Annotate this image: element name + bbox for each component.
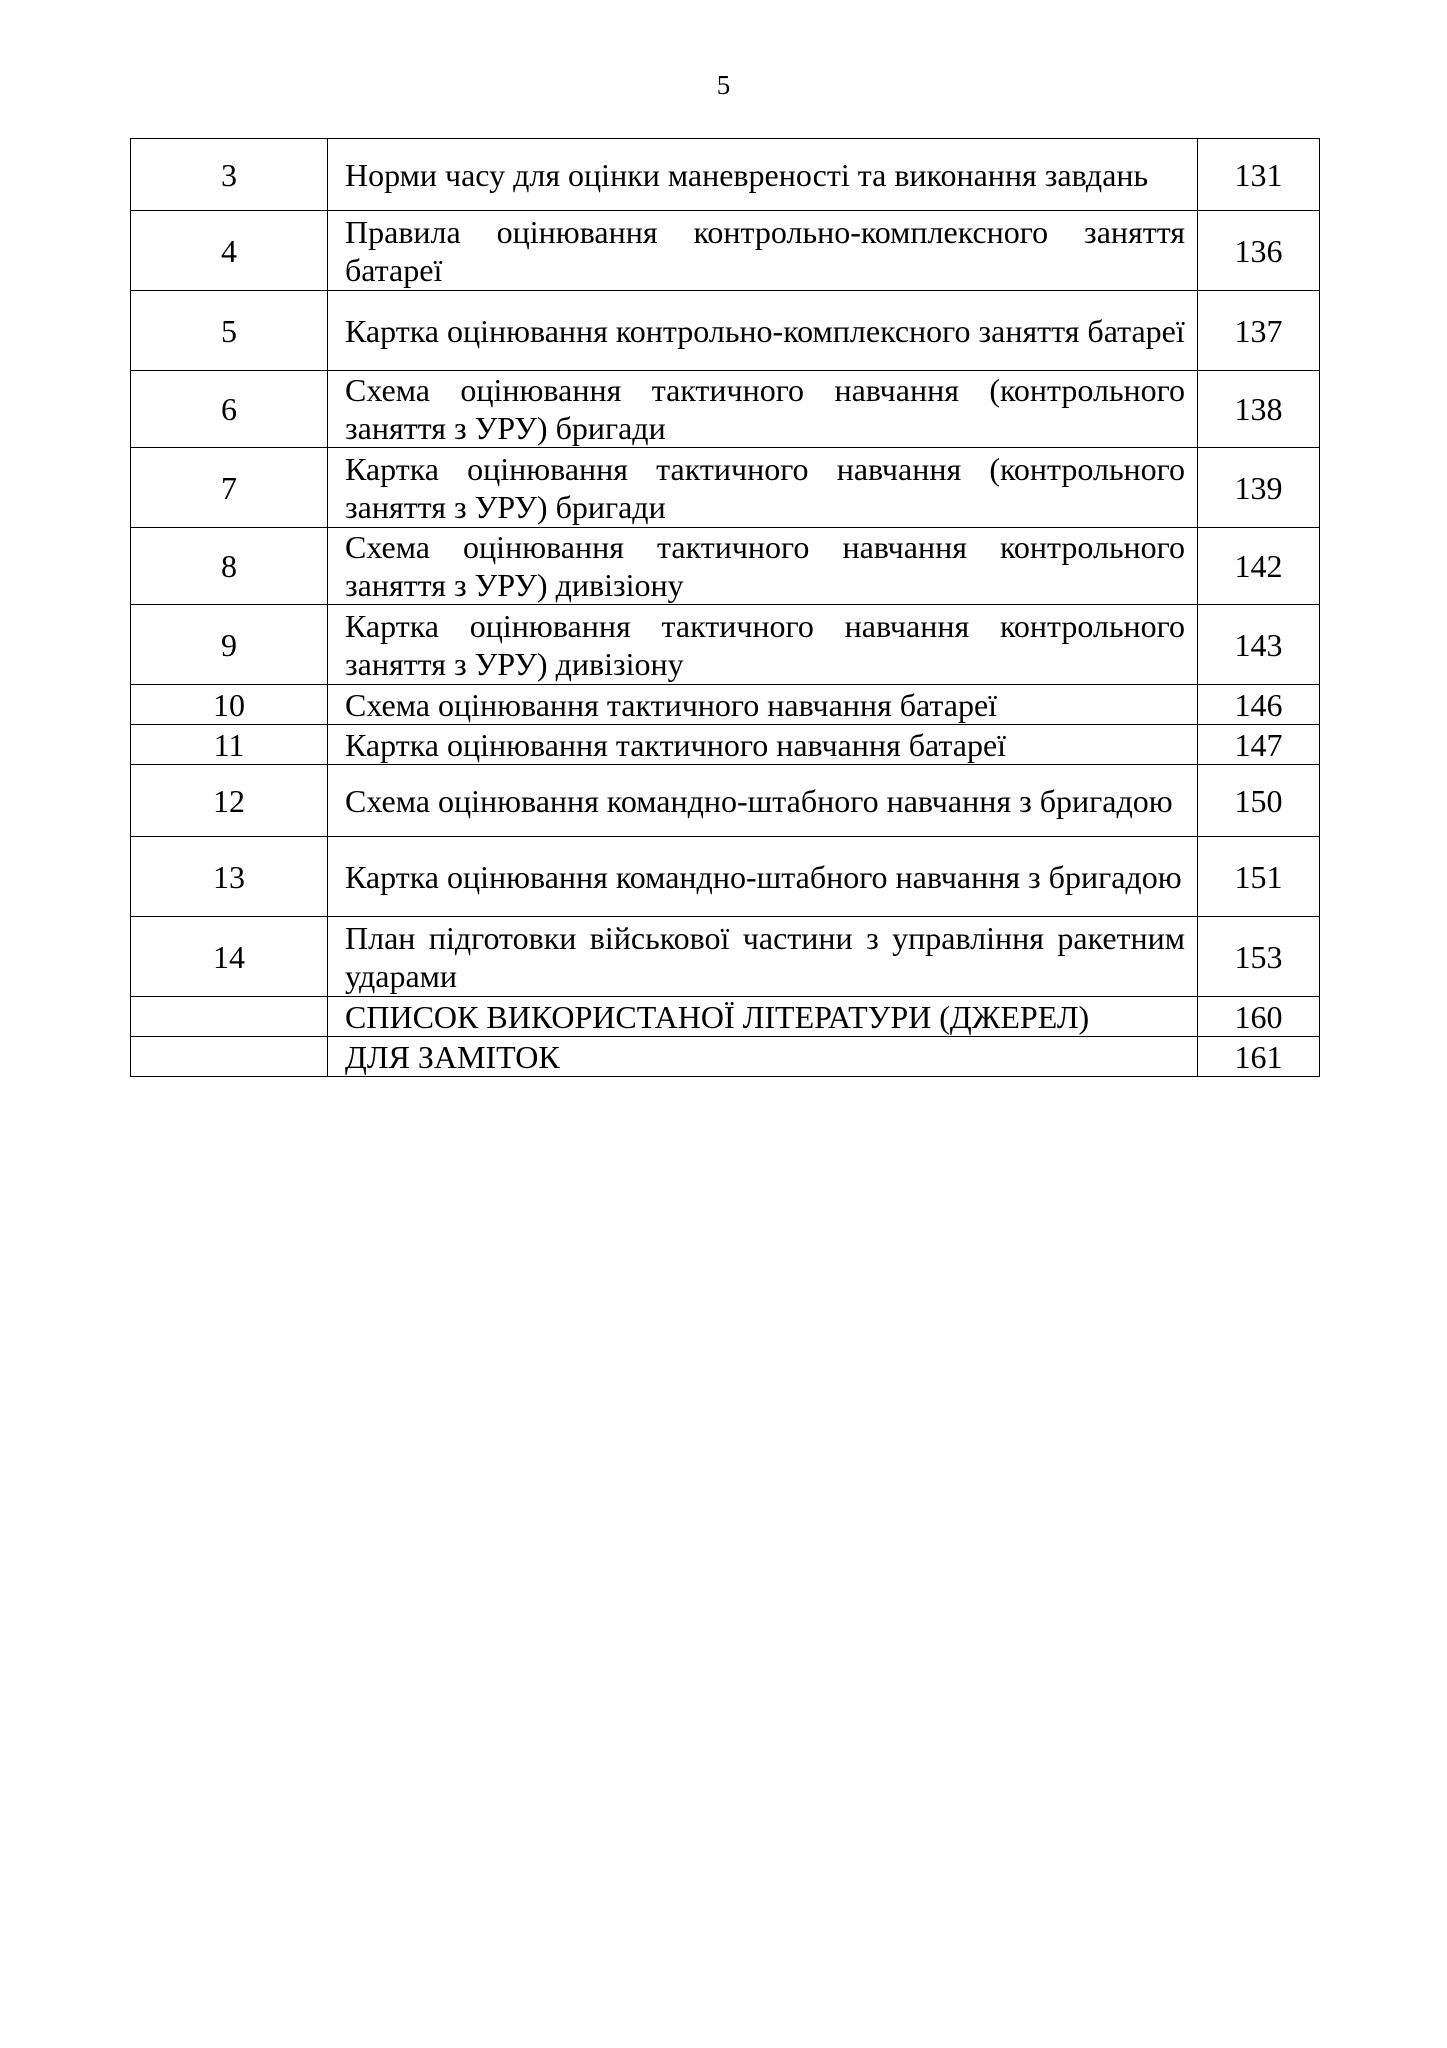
row-title: Схема оцінювання тактичного навчання (контрольного заняття з УРУ) бригади bbox=[328, 371, 1198, 448]
row-title: ДЛЯ ЗАМІТОК bbox=[328, 1037, 1198, 1077]
row-number bbox=[131, 997, 328, 1037]
row-page: 160 bbox=[1198, 997, 1320, 1037]
toc-row bbox=[131, 371, 1320, 448]
row-title: Норми часу для оцінки маневреності та виконання завдань bbox=[328, 139, 1198, 211]
toc-row bbox=[131, 725, 1320, 765]
toc-row bbox=[131, 448, 1320, 528]
row-title: СПИСОК ВИКОРИСТАНОЇ ЛІТЕРАТУРИ (ДЖЕРЕЛ) bbox=[328, 997, 1198, 1037]
row-page: 150 bbox=[1198, 765, 1320, 837]
toc-row bbox=[131, 997, 1320, 1037]
table-of-contents bbox=[130, 138, 1320, 1077]
row-number: 3 bbox=[131, 139, 328, 211]
row-page: 142 bbox=[1198, 528, 1320, 605]
toc-row bbox=[131, 917, 1320, 997]
row-title: Схема оцінювання тактичного навчання батареї bbox=[328, 685, 1198, 725]
row-title: План підготовки військової частини з управління ракетним ударами bbox=[328, 917, 1198, 997]
row-page: 161 bbox=[1198, 1037, 1320, 1077]
row-number: 12 bbox=[131, 765, 328, 837]
toc-row bbox=[131, 528, 1320, 605]
row-title: Картка оцінювання командно-штабного навчання з бригадою bbox=[328, 837, 1198, 917]
row-number: 11 bbox=[131, 725, 328, 765]
row-title: Картка оцінювання тактичного навчання контрольного заняття з УРУ) дивізіону bbox=[328, 605, 1198, 685]
row-page: 137 bbox=[1198, 291, 1320, 371]
row-title: Схема оцінювання командно-штабного навчання з бригадою bbox=[328, 765, 1198, 837]
row-page: 153 bbox=[1198, 917, 1320, 997]
row-page: 143 bbox=[1198, 605, 1320, 685]
toc-row bbox=[131, 765, 1320, 837]
toc-row bbox=[131, 685, 1320, 725]
row-title: Схема оцінювання тактичного навчання контрольного заняття з УРУ) дивізіону bbox=[328, 528, 1198, 605]
toc-row bbox=[131, 605, 1320, 685]
row-number: 14 bbox=[131, 917, 328, 997]
row-number: 9 bbox=[131, 605, 328, 685]
row-number: 10 bbox=[131, 685, 328, 725]
page-number: 5 bbox=[716, 70, 731, 100]
row-title: Картка оцінювання тактичного навчання батареї bbox=[328, 725, 1198, 765]
toc-row bbox=[131, 211, 1320, 291]
row-page: 139 bbox=[1198, 448, 1320, 528]
row-page: 147 bbox=[1198, 725, 1320, 765]
row-page: 138 bbox=[1198, 371, 1320, 448]
row-number: 5 bbox=[131, 291, 328, 371]
toc-row bbox=[131, 837, 1320, 917]
row-number: 8 bbox=[131, 528, 328, 605]
row-page: 131 bbox=[1198, 139, 1320, 211]
row-number: 6 bbox=[131, 371, 328, 448]
row-title: Картка оцінювання контрольно-комплексного заняття батареї bbox=[328, 291, 1198, 371]
toc-row bbox=[131, 291, 1320, 371]
row-number bbox=[131, 1037, 328, 1077]
row-page: 136 bbox=[1198, 211, 1320, 291]
row-page: 146 bbox=[1198, 685, 1320, 725]
row-title: Картка оцінювання тактичного навчання (контрольного заняття з УРУ) бригади bbox=[328, 448, 1198, 528]
row-number: 7 bbox=[131, 448, 328, 528]
toc-row bbox=[131, 1037, 1320, 1077]
row-number: 13 bbox=[131, 837, 328, 917]
toc-row bbox=[131, 139, 1320, 211]
row-number: 4 bbox=[131, 211, 328, 291]
row-page: 151 bbox=[1198, 837, 1320, 917]
row-title: Правила оцінювання контрольно-комплексного заняття батареї bbox=[328, 211, 1198, 291]
